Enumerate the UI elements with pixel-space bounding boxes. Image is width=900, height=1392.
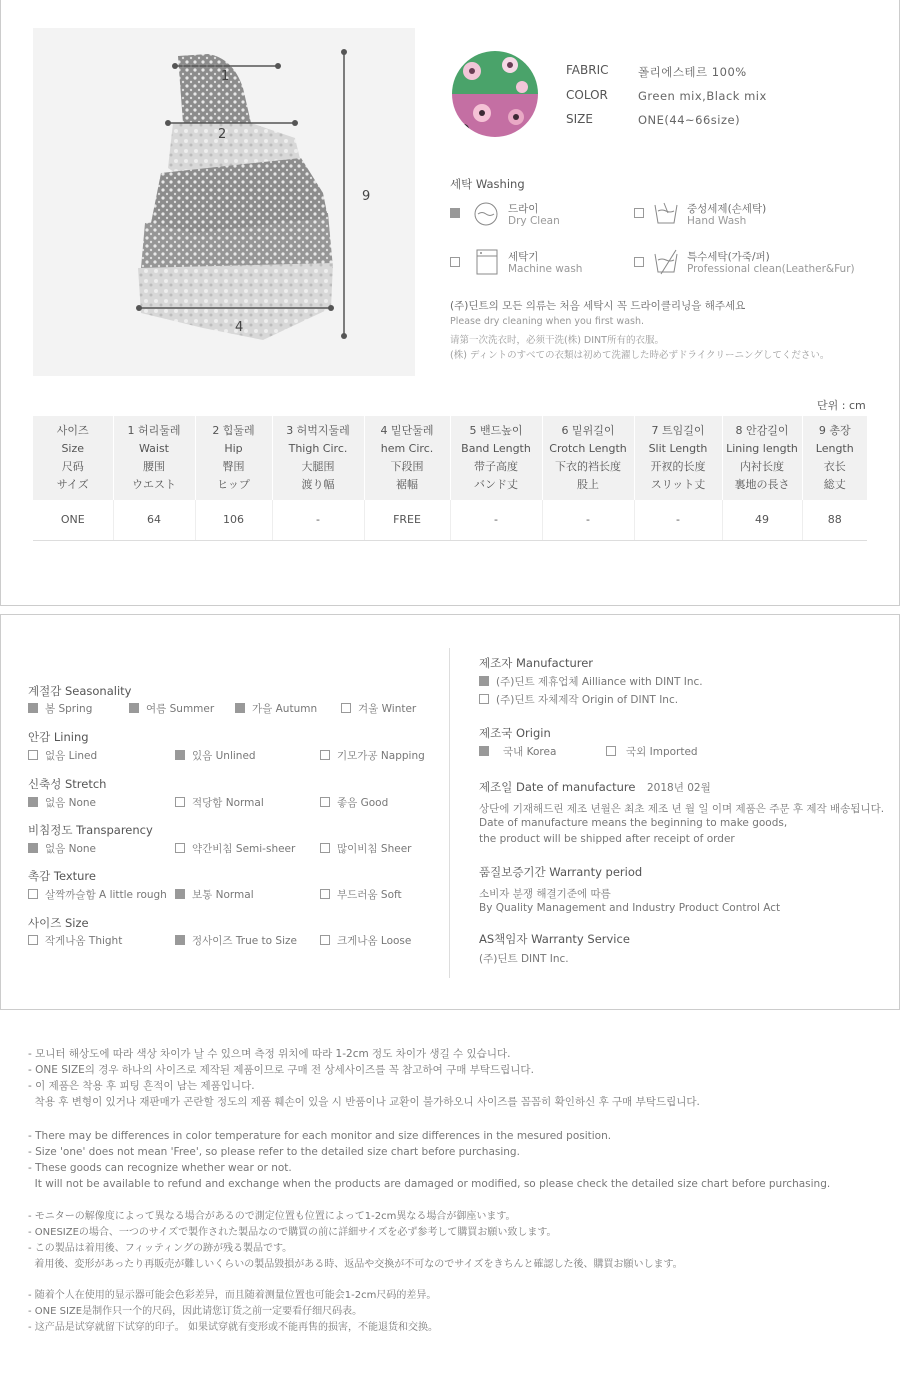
option-lined: 없음 Lined (28, 748, 97, 763)
length-header-cell (802, 416, 867, 500)
seasonality-title: 계절감 Seasonality (28, 684, 132, 698)
warranty-title: 품질보증기간 Warranty period (479, 865, 643, 879)
hip-header-cell (195, 416, 272, 500)
header-ko: 4 밑단둘레 (380, 424, 434, 437)
header-zh: 臀围 (222, 460, 245, 473)
band-header-cell (450, 416, 542, 500)
option-winter: 겨울 Winter (341, 701, 416, 716)
option-korea: 국내 Korea (479, 744, 556, 759)
dry-clean-ko: 드라이 (508, 203, 539, 215)
header-en: Slit Length (648, 442, 708, 455)
option-semi-sheer: 약간비침 Semi-sheer (175, 841, 295, 856)
diagram-label-length: 9 (362, 189, 371, 204)
origin-title: 제조국 Origin (479, 726, 551, 740)
diagram-label-hip: 2 (218, 127, 227, 142)
machine-wash-checkbox (450, 257, 460, 267)
note-en: - Size 'one' does not mean 'Free', so please refer to the detailed size chart before purchasing. (28, 1146, 520, 1158)
header-ja: 裾幅 (396, 478, 418, 491)
dry-clean-icon (472, 201, 500, 230)
note-ko: - 모니터 해상도에 따라 색상 차이가 날 수 있으며 측정 위치에 따라 1-2cm 정도 차이가 생길 수 있습니다. (28, 1048, 511, 1060)
washing-title: 세탁 Washing (450, 177, 525, 191)
note-ko: - ONE SIZE의 경우 하나의 사이즈로 제작된 제품이므로 구매 전 상세사이즈를 꼭 참고하여 구매 부탁드립니다. (28, 1064, 534, 1076)
option-tight: 작게나옴 Thight (28, 933, 122, 948)
note-zh: - 随着个人在使用的显示器可能会色彩差异，而且随着测量位置也可能会1-2cm尺码的差异。 (28, 1290, 437, 1301)
header-ja: サイズ (56, 478, 89, 491)
fabric-row (566, 63, 609, 77)
header-ko: 8 안감길이 (735, 424, 789, 437)
header-zh: 大腿围 (301, 460, 335, 473)
header-en: Band Length (461, 442, 531, 455)
header-zh: 开衩的长度 (650, 460, 706, 473)
size-table (33, 416, 867, 541)
stretch-title: 신축성 Stretch (28, 777, 107, 791)
table-cell: - (450, 500, 542, 540)
option-loose: 크게나옴 Loose (320, 933, 411, 948)
header-ko: 1 허리둘레 (127, 424, 181, 437)
thigh-header-cell (272, 416, 364, 500)
note-zh: - 这产品是试穿就留下试穿的印子。 如果试穿就有变形或不能再售的损害，不能退货和交换。 (28, 1322, 438, 1333)
option-origin-dint: (주)딘트 자체제작 Origin of DINT Inc. (479, 692, 678, 707)
header-ja: バンド丈 (474, 478, 518, 491)
waist-header-cell (113, 416, 195, 500)
hand-wash-ko: 중성세제(손세탁) (687, 203, 767, 215)
header-ko: 6 밑위길이 (561, 424, 615, 437)
professional-clean-checkbox (634, 257, 644, 267)
dry-clean-checkbox (450, 208, 460, 218)
note-en: - These goods can recognize whether wear or not. (28, 1162, 292, 1174)
option-rough: 살짝까슬함 A little rough (28, 887, 167, 902)
header-en: Waist (138, 442, 169, 455)
option-summer: 여름 Summer (129, 701, 214, 716)
option-true-to-size: 정사이즈 True to Size (175, 933, 297, 948)
option-stretch-normal: 적당함 Normal (175, 795, 264, 810)
header-zh: 尺码 (61, 460, 84, 473)
washing-machine-icon (475, 248, 499, 279)
size-value: ONE(44~66size) (638, 113, 741, 127)
note-en: - There may be differences in color temperature for each monitor and size differences in the mesured position. (28, 1130, 612, 1142)
table-cell: - (272, 500, 364, 540)
note-ja: - ONESIZEの場合、一つのサイズで製作された製品なので購買の前に詳細サイズを必ず参考して購買お願い致します。 (28, 1227, 557, 1238)
washing-note-ja: (株) ディントのすべての衣類は初めて洗濯した時必ずドライクリーニングしてください。 (450, 350, 830, 361)
fabric-swatch (452, 51, 538, 137)
header-ko: 5 밴드높이 (469, 424, 523, 437)
table-row (33, 500, 867, 540)
table-cell: 106 (195, 500, 272, 540)
lining-title: 안감 Lining (28, 730, 89, 744)
header-en: Size (61, 442, 85, 455)
header-ja: 渡り幅 (301, 478, 335, 491)
size-header-cell (33, 416, 113, 500)
header-zh: 下段围 (390, 460, 424, 473)
header-en: Thigh Circ. (288, 442, 348, 455)
header-zh: 带子高度 (474, 460, 518, 473)
header-ja: スリット丈 (650, 478, 706, 491)
header-ja: 股上 (577, 478, 599, 491)
table-cell: 88 (802, 500, 867, 540)
manufacture-date-line: the product will be shipped after receipt of order (479, 833, 735, 845)
as-service-value: (주)딘트 DINT Inc. (479, 953, 569, 965)
header-zh: 内衬长度 (740, 460, 784, 473)
header-ja: 裏地の長さ (734, 478, 790, 491)
table-cell: FREE (364, 500, 450, 540)
header-en: Lining length (726, 442, 798, 455)
warranty-line: By Quality Management and Industry Product Control Act (479, 902, 781, 914)
size-key: SIZE (566, 112, 593, 126)
option-autumn: 가을 Autumn (235, 701, 317, 716)
header-zh: 下衣的裆长度 (555, 460, 621, 473)
option-imported: 국외 Imported (606, 744, 698, 759)
manufacture-date-title: 제조일 Date of manufacture (479, 780, 636, 794)
table-cell: 64 (113, 500, 195, 540)
header-zh: 衣长 (823, 460, 846, 473)
as-service-title: AS책임자 Warranty Service (479, 932, 630, 946)
option-alliance: (주)딘트 제휴업체 Ailliance with DINT Inc. (479, 674, 703, 689)
professional-clean-en: Professional clean(Leather&Fur) (687, 263, 855, 275)
texture-title: 촉감 Texture (28, 869, 96, 883)
card-divider (449, 648, 450, 978)
header-en: Hip (224, 442, 243, 455)
option-napping: 기모가공 Napping (320, 748, 425, 763)
option-spring: 봄 Spring (28, 701, 92, 716)
option-transparency-none: 없음 None (28, 841, 96, 856)
crotch-header-cell (542, 416, 634, 500)
header-ko: 9 총장 (818, 424, 851, 437)
header-en: Length (815, 442, 854, 455)
table-cell: ONE (33, 500, 113, 540)
header-ko: 사이즈 (56, 424, 89, 437)
machine-wash-en: Machine wash (508, 263, 583, 275)
warranty-line: 소비자 분쟁 해결기준에 따름 (479, 888, 611, 900)
note-ja: - この製品は着用後、フィッティングの跡が残る製品です。 (28, 1243, 293, 1254)
professional-clean-ko: 특수세탁(가죽/퍼) (687, 251, 770, 263)
washing-note-ko: (주)딘트의 모든 의류는 처음 세탁시 꼭 드라이클리닝을 해주세요 (450, 300, 746, 312)
option-unlined: 있음 Unlined (175, 748, 256, 763)
header-zh: 腰围 (143, 460, 165, 473)
header-ko: 7 트임길이 (651, 424, 705, 437)
size-table-header (33, 416, 867, 500)
slit-header-cell (634, 416, 722, 500)
unit-label: 단위 : cm (817, 399, 866, 412)
note-zh: - ONE SIZE是制作只一个的尺码，因此请您订货之前一定要看仔细尺码表。 (28, 1306, 363, 1317)
transparency-title: 비침정도 Transparency (28, 823, 153, 837)
machine-wash-ko: 세탁기 (508, 251, 539, 263)
washing-note-en: Please dry cleaning when you first wash. (450, 316, 645, 327)
header-en: Crotch Length (549, 442, 627, 455)
header-ko: 2 힙둘레 (212, 424, 255, 437)
skirt-diagram (33, 28, 415, 376)
fabric-key: FABRIC (566, 63, 609, 77)
manufacture-date-line: 상단에 기재해드린 제조 년월은 최초 제조 년 월 일 이며 제품은 주문 후 제작 배송됩니다. (479, 803, 885, 815)
hand-wash-checkbox (634, 208, 644, 218)
header-ja: ウエスト (132, 478, 176, 491)
manufacture-date-value: 2018년 02월 (647, 782, 711, 794)
header-en: hem Circ. (380, 442, 434, 455)
note-en: It will not be available to refund and exchange when the products are damaged or modified, so please check the detailed size chart before purchasing. (28, 1178, 831, 1190)
note-ja: - モニターの解像度によって異なる場合があるので測定位置も位置によって1-2cm異なる場合が御座います。 (28, 1211, 516, 1222)
table-cell: - (542, 500, 634, 540)
hem-header-cell (364, 416, 450, 500)
size-fit-title: 사이즈 Size (28, 916, 89, 930)
option-stretch-none: 없음 None (28, 795, 96, 810)
option-sheer: 많이비침 Sheer (320, 841, 411, 856)
washing-note-zh: 请第一次洗衣时，必须干洗(株) DINT所有的衣服。 (450, 335, 664, 346)
note-ko: - 이 제품은 착용 후 피팅 흔적이 남는 제품입니다. (28, 1080, 255, 1092)
table-cell: - (634, 500, 722, 540)
header-ja: ヒップ (217, 478, 250, 491)
dry-clean-en: Dry Clean (508, 215, 560, 227)
color-key: COLOR (566, 88, 608, 102)
option-texture-normal: 보통 Normal (175, 887, 254, 902)
color-value: Green mix,Black mix (638, 89, 767, 103)
note-ko: 착용 후 변형이 있거나 재판매가 곤란할 정도의 제품 훼손이 있을 시 반품이나 교환이 불가하오니 사이즈를 꼼꼼히 확인하신 후 구매 부탁드립니다. (28, 1096, 700, 1108)
hand-wash-en: Hand Wash (687, 215, 747, 227)
table-cell: 49 (722, 500, 802, 540)
fabric-value: 폴리에스테르 100% (638, 65, 747, 79)
manufacture-date-line: Date of manufacture means the beginning to make goods, (479, 817, 788, 829)
diagram-label-hem: 4 (235, 320, 244, 335)
diagram-label-waist: 1 (221, 69, 230, 84)
lining-header-cell (722, 416, 802, 500)
option-soft: 부드러움 Soft (320, 887, 402, 902)
header-ja: 総丈 (823, 478, 846, 491)
manufacturer-title: 제조자 Manufacturer (479, 656, 594, 670)
hand-wash-icon (652, 199, 680, 230)
professional-clean-icon (652, 248, 680, 279)
header-ko: 3 허벅지둘레 (286, 424, 350, 437)
option-stretch-good: 좋음 Good (320, 795, 388, 810)
note-ja: 着用後、変形があったり再販売が難しいくらいの製品毀損がある時、返品や交換が不可なのでサイズをきちんと確認した後、購買お願いします。 (28, 1259, 683, 1270)
